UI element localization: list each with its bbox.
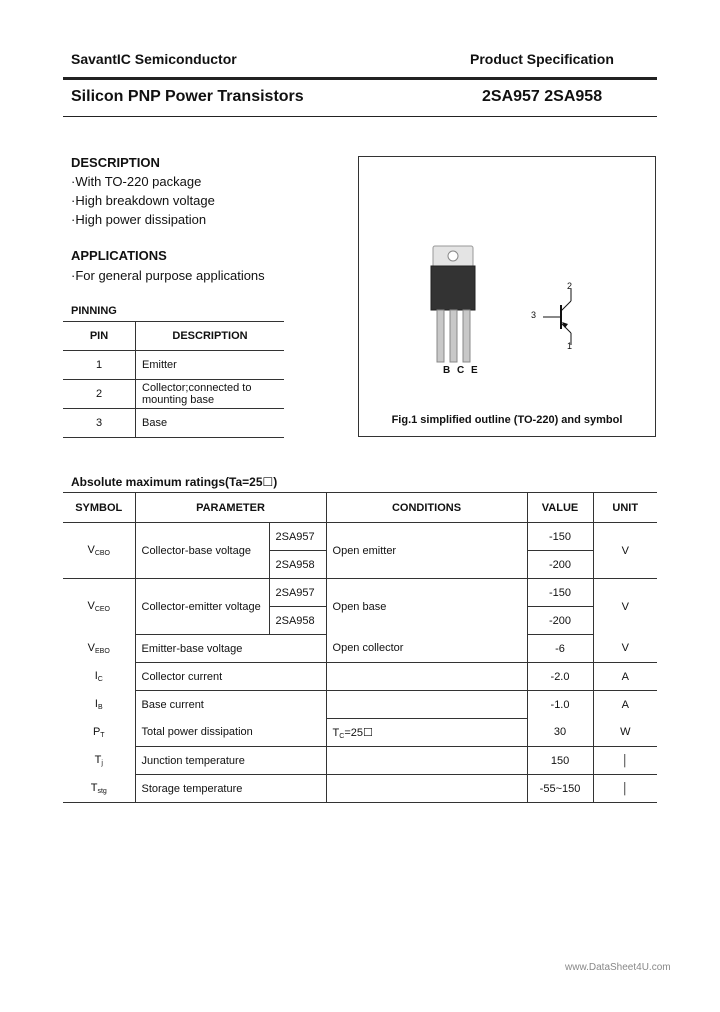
parameter-cell: Collector-emitter voltage [135, 579, 269, 635]
unit-cell: A [593, 691, 657, 719]
pin-number: 1 [63, 351, 136, 380]
part-numbers: 2SA957 2SA958 [482, 88, 603, 105]
table-row [63, 663, 657, 691]
pin-description: Emitter [136, 351, 285, 380]
conditions-cell [326, 691, 527, 719]
parameter-cell: Storage temperature [135, 775, 326, 803]
pin-col-header: PIN [63, 322, 136, 351]
table-row [63, 635, 657, 663]
table-row [63, 775, 657, 803]
table-row [63, 747, 657, 775]
parameter-cell: Collector current [135, 663, 326, 691]
unit-cell: A [593, 663, 657, 691]
pin-description-line: mounting base [142, 394, 215, 406]
applications-item: ·For general purpose applications [71, 268, 265, 283]
to220-package-image [419, 242, 489, 372]
parameter-cell: Junction temperature [135, 747, 326, 775]
value-cell: -1.0 [527, 691, 593, 719]
symbol-cell: $I_B$ [94, 698, 103, 711]
conditions-cell: Open emitter [326, 523, 527, 579]
conditions-cell [326, 775, 527, 803]
value-cell: -150 [527, 523, 593, 551]
symbol-cell: $T_j$ [94, 754, 103, 767]
unit-cell: W [593, 719, 657, 747]
header-rule-top [63, 77, 657, 80]
pin-description: Base [136, 409, 285, 438]
value-cell: 150 [527, 747, 593, 775]
model-cell: 2SA957 [269, 579, 326, 607]
conditions-cell: $T_C=25☐$ [326, 719, 527, 747]
conditions-cell [326, 747, 527, 775]
ratings-title: Absolute maximum ratings(Ta=25☐) [71, 475, 278, 489]
pin-number: 3 [63, 409, 136, 438]
parameter-cell: Emitter-base voltage [135, 635, 326, 663]
pin-description [136, 380, 285, 409]
parameter-col-header: PARAMETER [135, 493, 326, 523]
figure-caption: Fig.1 simplified outline (TO-220) and symbol [391, 414, 623, 426]
pinning-table [63, 321, 284, 438]
table-row [63, 380, 284, 409]
header-rule-bottom [63, 116, 657, 117]
pnp-symbol-icon [519, 277, 589, 357]
symbol-cell: $V_{CEO}$ [87, 600, 110, 614]
parameter-cell: Total power dissipation [135, 719, 326, 747]
pinning-heading: PINNING [71, 305, 117, 317]
pin-letters: B C E [443, 365, 480, 376]
value-cell: -55~150 [527, 775, 593, 803]
product-line: Silicon PNP Power Transistors [71, 88, 304, 105]
unit-cell: │ [593, 747, 657, 775]
conditions-col-header: CONDITIONS [326, 493, 527, 523]
symbol-cell: $V_{EBO}$ [87, 642, 110, 655]
model-cell: 2SA958 [269, 607, 326, 635]
conditions-cell [326, 663, 527, 691]
value-cell: -2.0 [527, 663, 593, 691]
parameter-cell: Base current [135, 691, 326, 719]
conditions-cell: Open collector [326, 635, 527, 663]
desc-col-header: DESCRIPTION [136, 322, 285, 351]
pin-number: 2 [63, 380, 136, 409]
footer-watermark: www.DataSheet4U.com [565, 962, 671, 973]
value-cell: -200 [527, 607, 593, 635]
model-cell: 2SA957 [269, 523, 326, 551]
doc-type: Product Specification [470, 51, 614, 67]
value-cell: -200 [527, 551, 593, 579]
description-item: ·With TO-220 package [71, 174, 202, 189]
table-row [63, 523, 657, 551]
table-row [63, 409, 284, 438]
symbol-label-1: 1 [567, 341, 573, 351]
symbol-cell: $I_C$ [94, 670, 103, 683]
symbol-label-2: 2 [567, 281, 573, 291]
description-heading: DESCRIPTION [71, 155, 160, 170]
symbol-cell: $T_{stg}$ [63, 775, 135, 803]
unit-cell: V [593, 635, 657, 663]
description-item: ·High breakdown voltage [71, 193, 215, 208]
figure-box [358, 156, 656, 437]
unit-cell: │ [593, 775, 657, 803]
symbol-label-3: 3 [531, 310, 537, 320]
unit-cell: V [593, 523, 657, 579]
unit-cell: V [593, 579, 657, 635]
conditions-cell: Open base [326, 579, 527, 635]
symbol-cell: $P_T$ [92, 726, 105, 739]
parameter-cell: Collector-base voltage [135, 523, 269, 579]
ratings-table [63, 492, 657, 803]
table-row [63, 579, 657, 607]
symbol-cell: $V_{CBO}$ [63, 523, 135, 579]
applications-heading: APPLICATIONS [71, 248, 167, 263]
table-row [63, 351, 284, 380]
company-name: SavantIC Semiconductor [71, 51, 237, 67]
description-item: ·High power dissipation [71, 212, 207, 227]
value-col-header: VALUE [527, 493, 593, 523]
table-row [63, 691, 657, 719]
model-cell: 2SA958 [269, 551, 326, 579]
value-cell: -6 [527, 635, 593, 663]
table-row [63, 719, 657, 747]
value-cell: -150 [527, 579, 593, 607]
pin-description-line: Collector;connected to [142, 382, 252, 394]
value-cell: 30 [527, 719, 593, 747]
unit-col-header: UNIT [593, 493, 657, 523]
symbol-col-header: SYMBOL [63, 493, 135, 523]
